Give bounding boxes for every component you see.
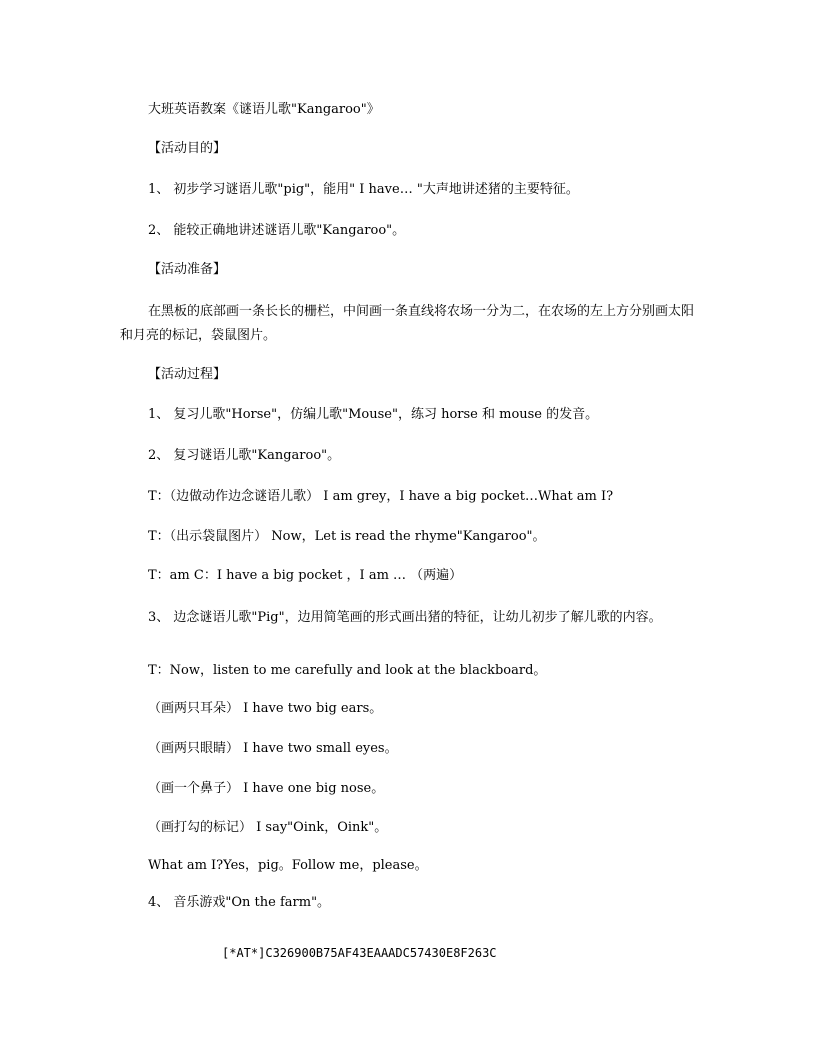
document-title: 大班英语教案《谜语儿歌"Kangaroo"》 xyxy=(148,102,380,117)
process-step-3: 3、 边念谜语儿歌"Pig"，边用简笔画的形式画出猪的特征，让幼儿初步了解儿歌的内容。 xyxy=(148,610,662,625)
section-heading-prep: 【活动准备】 xyxy=(148,262,227,277)
process-step-1: 1、 复习儿歌"Horse"，仿编儿歌"Mouse"，练习 horse 和 mouse 的发音。 xyxy=(148,407,599,422)
section-heading-goal: 【活动目的】 xyxy=(148,141,227,156)
teacher-line-1: T：（边做动作边念谜语儿歌） I am grey，I have a big pocket…What am I? xyxy=(148,489,614,504)
prep-paragraph: 在黑板的底部画一条长长的栅栏，中间画一条直线将农场一分为二，在农场的左上方分别画太阳和月亮的标记，袋鼠图片。 xyxy=(120,304,695,343)
drawing-line-eyes: （画两只眼睛） I have two small eyes。 xyxy=(148,741,398,756)
teacher-line-2: T：（出示袋鼠图片） Now，Let is read the rhyme"Kangaroo"。 xyxy=(148,529,546,544)
drawing-line-nose: （画一个鼻子） I have one big nose。 xyxy=(148,781,385,796)
goal-item-1: 1、 初步学习谜语儿歌"pig"，能用" I have… "大声地讲述猪的主要特征。 xyxy=(148,182,579,197)
section-heading-process: 【活动过程】 xyxy=(148,367,227,382)
process-step-2: 2、 复习谜语儿歌"Kangaroo"。 xyxy=(148,448,341,463)
teacher-line-4: T：Now，listen to me carefully and look at the blackboard。 xyxy=(148,663,547,678)
process-step-4: 4、 音乐游戏"On the farm"。 xyxy=(148,895,331,910)
footer-code: [*AT*]C326900B75AF43EAAADC57430E8F263C xyxy=(222,946,497,960)
goal-item-2: 2、 能较正确地讲述谜语儿歌"Kangaroo"。 xyxy=(148,223,406,238)
what-am-i-line: What am I?Yes，pig。Follow me，please。 xyxy=(148,858,428,873)
drawing-line-check: （画打勾的标记） I say"Oink，Oink"。 xyxy=(148,820,388,835)
drawing-line-ears: （画两只耳朵） I have two big ears。 xyxy=(148,701,383,716)
teacher-line-3: T：am C：I have a big pocket ，I am … （两遍） xyxy=(148,568,463,583)
